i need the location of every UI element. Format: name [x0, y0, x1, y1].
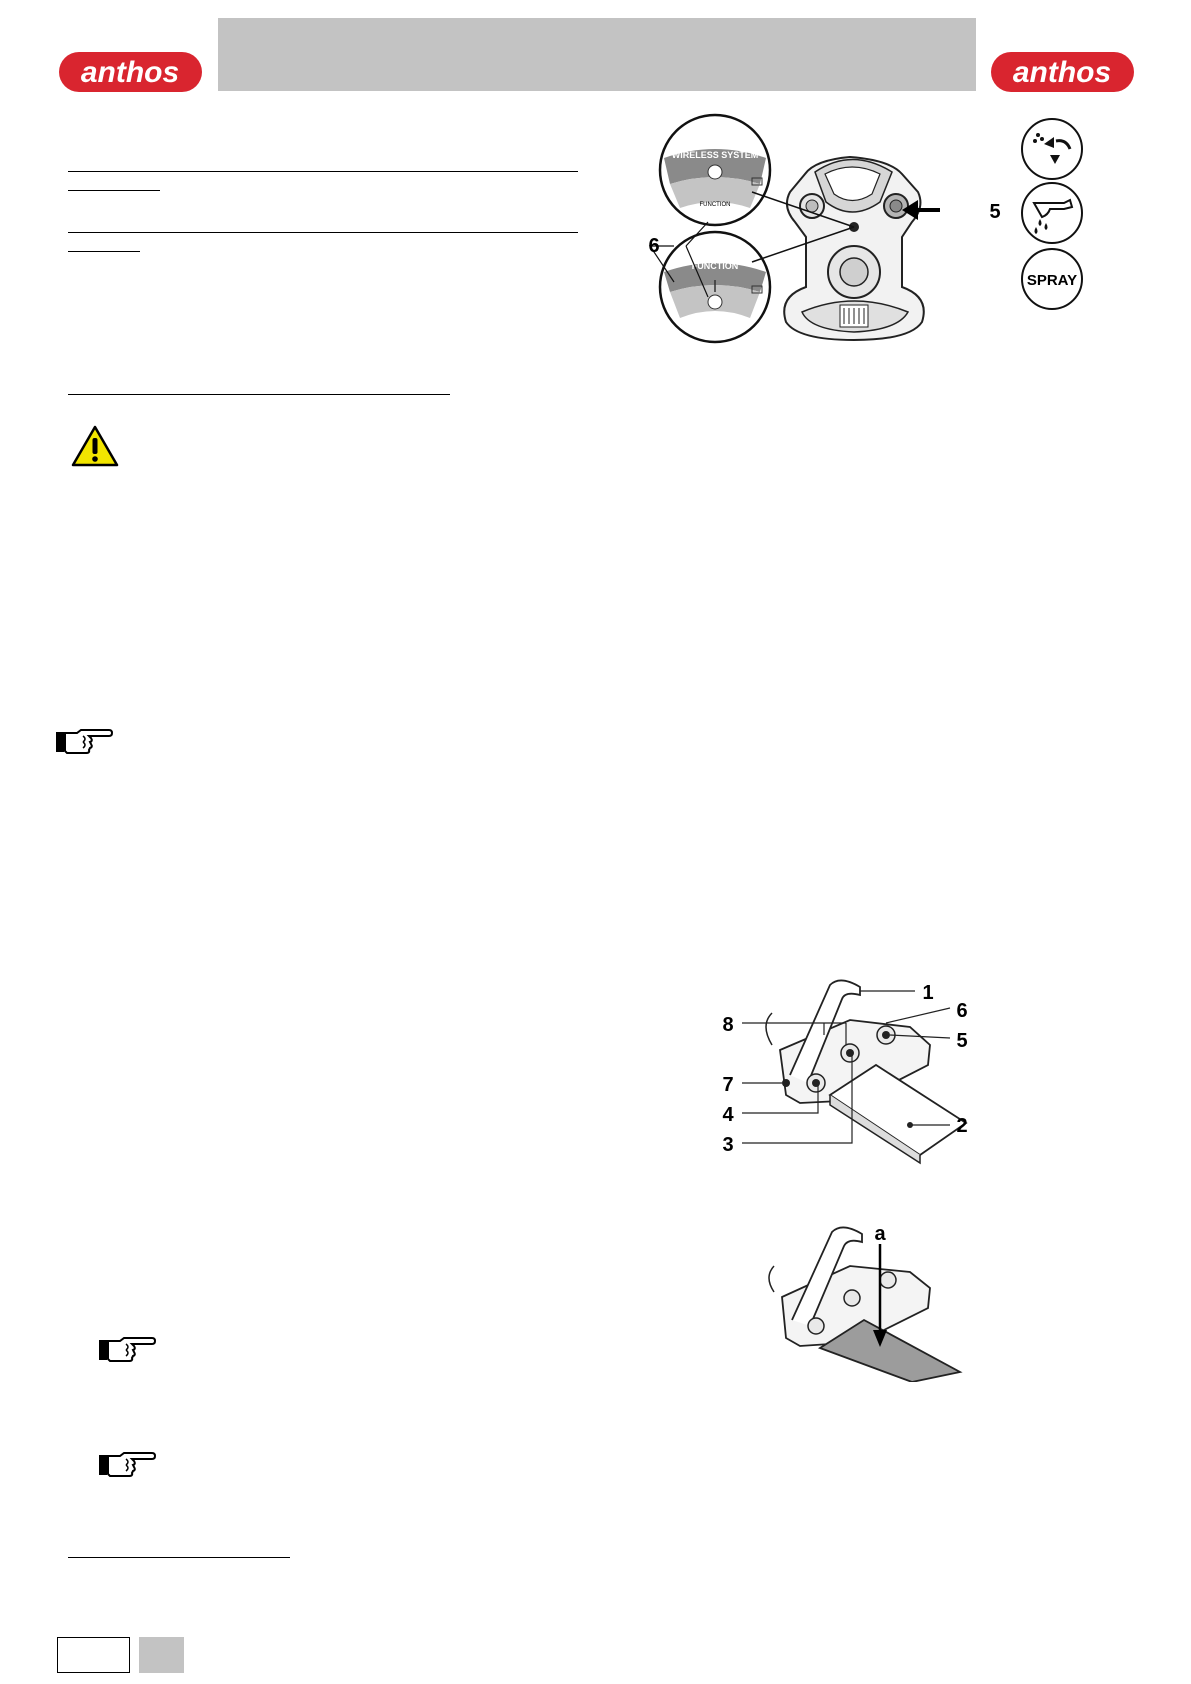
pointing-hand-icon	[98, 1451, 156, 1477]
chip-blower-icon	[1020, 117, 1084, 181]
handpiece-water-icon	[1020, 181, 1084, 245]
header-band	[218, 18, 976, 91]
svg-text:5: 5	[989, 201, 1001, 223]
svg-text:4: 4	[722, 1104, 734, 1126]
heading-underline-4	[68, 1557, 290, 1558]
page-number-box	[57, 1637, 130, 1673]
svg-text:a: a	[874, 1223, 886, 1245]
svg-text:anthos: anthos	[80, 56, 180, 89]
svg-text:6: 6	[956, 1000, 968, 1022]
svg-text:1: 1	[922, 982, 934, 1004]
footer-gray-box	[139, 1637, 184, 1673]
svg-text:8: 8	[722, 1014, 734, 1036]
heading-underline-3	[68, 394, 450, 395]
pedal-press-figure	[760, 1222, 980, 1382]
heading-underline-1a	[68, 171, 578, 172]
heading-underline-1b	[68, 190, 160, 191]
anthos-logo-left	[58, 50, 203, 94]
svg-text:3: 3	[722, 1134, 734, 1156]
svg-text:anthos: anthos	[1012, 56, 1112, 89]
pointing-hand-icon	[98, 1336, 156, 1362]
svg-text:6: 6	[648, 235, 660, 257]
svg-text:FUNCTION: FUNCTION	[691, 261, 739, 271]
svg-text:SPRAY: SPRAY	[1026, 272, 1078, 289]
warning-triangle-icon	[70, 424, 120, 468]
heading-underline-2b	[68, 251, 140, 252]
svg-text:7: 7	[722, 1074, 734, 1096]
svg-text:WIRELESS SYSTEM: WIRELESS SYSTEM	[671, 150, 759, 160]
svg-text:5: 5	[956, 1030, 968, 1052]
anthos-logo-right	[990, 50, 1135, 94]
svg-text:2: 2	[956, 1115, 968, 1137]
pointing-hand-icon	[55, 728, 113, 754]
svg-text:FUNCTION: FUNCTION	[699, 202, 731, 208]
foot-control-figure	[700, 965, 1020, 1165]
heading-underline-2a	[68, 232, 578, 233]
spray-button	[1020, 247, 1084, 311]
